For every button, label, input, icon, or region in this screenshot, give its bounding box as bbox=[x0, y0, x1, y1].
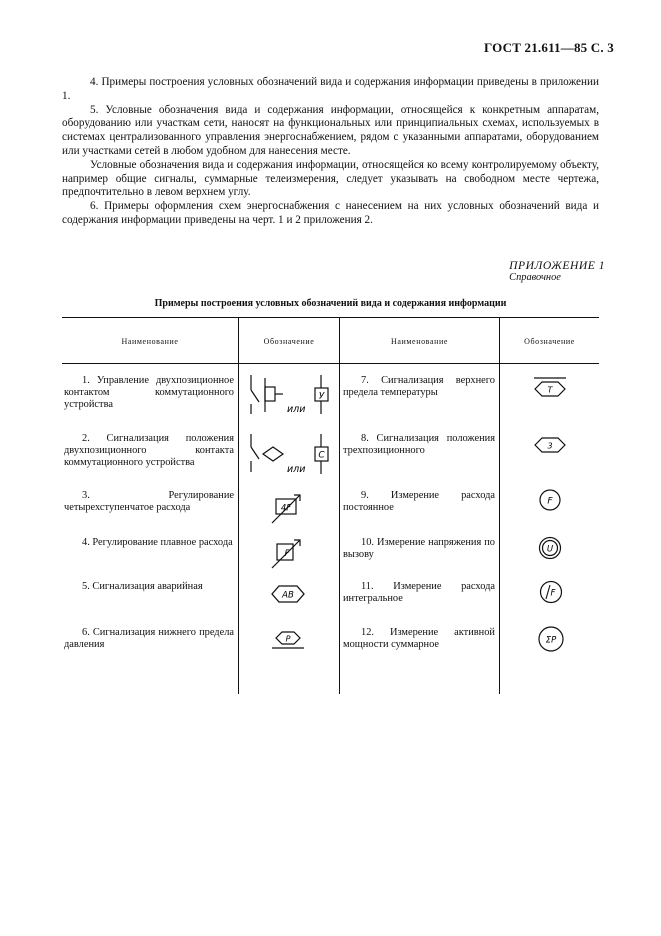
appendix-title: ПРИЛОЖЕНИЕ 1 bbox=[509, 259, 605, 272]
svg-text:или: или bbox=[287, 464, 306, 475]
integral-flow-symbol bbox=[537, 578, 565, 606]
paragraph: 4. Примеры построения условных обозначений вида и содержания информации приведены в приложении 1. bbox=[62, 76, 599, 102]
column-divider bbox=[499, 317, 500, 694]
emergency-signal-symbol bbox=[268, 581, 308, 609]
svg-text:3: 3 bbox=[547, 441, 553, 451]
table-cell-name: 12. Измерение активной мощности суммарное bbox=[343, 627, 495, 651]
lower-limit-signal-symbol bbox=[268, 628, 308, 654]
column-header-symbol: Обозначение bbox=[524, 337, 575, 346]
svg-text:ΣР: ΣР bbox=[545, 635, 557, 646]
upper-limit-signal-symbol bbox=[530, 375, 570, 403]
table-cell-name: 3. Регулирование четырехступенчатое расхода bbox=[64, 490, 234, 514]
svg-text:Р: Р bbox=[285, 634, 291, 644]
svg-text:F: F bbox=[284, 549, 290, 559]
flow-measure-symbol bbox=[537, 486, 563, 514]
svg-text:АВ: АВ bbox=[282, 590, 294, 601]
page-header: ГОСТ 21.611—85 С. 3 bbox=[484, 40, 614, 55]
body-text bbox=[62, 76, 599, 228]
table-cell-name: 11. Измерение расхода интегральное bbox=[343, 581, 495, 605]
svg-text:F: F bbox=[550, 588, 556, 599]
svg-text:У: У bbox=[318, 391, 325, 402]
table-title: Примеры построения условных обозначений вида и содержания информации bbox=[154, 298, 507, 309]
paragraph: 6. Примеры оформления схем энергоснабжения с нанесением на них условных обозначений вида и содержания информации приведены на черт. 1 и 2 приложения 2. bbox=[62, 200, 599, 226]
svg-text:U: U bbox=[546, 544, 554, 555]
svg-text:или: или bbox=[287, 404, 306, 415]
svg-text:Т: Т bbox=[547, 385, 553, 395]
table-cell-name: 5. Сигнализация аварийная bbox=[82, 581, 203, 592]
table-cell-name: 8. Сигнализация положения трехпозиционного bbox=[343, 433, 495, 457]
appendix-label bbox=[509, 259, 605, 283]
svg-text:4F: 4F bbox=[280, 503, 292, 514]
table-cell-name: 9. Измерение расхода постоянное bbox=[343, 490, 495, 514]
table-cell-name: 6. Сигнализация нижнего предела давления bbox=[64, 627, 234, 651]
three-position-signal-symbol bbox=[530, 433, 570, 459]
column-header-name: Наименование bbox=[390, 337, 449, 346]
table-top-rule bbox=[62, 317, 599, 318]
table-cell-name: 10. Измерение напряжения по вызову bbox=[343, 537, 495, 561]
column-header-symbol: Обозначение bbox=[263, 337, 315, 346]
step-regulation-symbol bbox=[270, 491, 306, 525]
continuous-regulation-symbol bbox=[270, 536, 306, 570]
column-divider bbox=[238, 317, 239, 694]
contact-control-symbol bbox=[245, 372, 335, 417]
voltage-on-request-symbol bbox=[537, 534, 563, 562]
total-power-symbol bbox=[535, 624, 567, 654]
table-header-rule bbox=[62, 363, 599, 364]
paragraph: Условные обозначения вида и содержания информации, относящейся ко всему контролируемому объекту, например общие сигналы, суммарные телеизмерения, следует указывать на свободном месте чертежа, предпочтительно в левом верхнем углу. bbox=[62, 158, 599, 199]
appendix-subtitle: Справочное bbox=[509, 272, 561, 283]
column-header-name: Наименование bbox=[121, 337, 179, 346]
table-cell-name: 1. Управление двухпозиционное контактом коммутационного устройства bbox=[64, 375, 234, 411]
table-cell-name: 7. Сигнализация верхнего предела температуры bbox=[343, 375, 495, 399]
position-signal-symbol bbox=[245, 432, 335, 477]
column-divider bbox=[339, 317, 340, 694]
paragraph: 5. Условные обозначения вида и содержания информации, относящейся к конкретным аппаратам, оборудованию или участкам сети, наносят на функциональных или принципиальных схемах, используемых в системах централизованного управления энергоснабжением, рядом с указанными аппаратами, оборудованием или участками сетей в любом удобном для нанесения месте. bbox=[62, 103, 599, 157]
table-cell-name: 2. Сигнализация положения двухпозиционного контакта коммутационного устройства bbox=[64, 433, 234, 469]
svg-text:F: F bbox=[547, 496, 553, 507]
table-cell-name: 4. Регулирование плавное расхода bbox=[82, 537, 233, 548]
svg-text:С: С bbox=[318, 450, 325, 461]
